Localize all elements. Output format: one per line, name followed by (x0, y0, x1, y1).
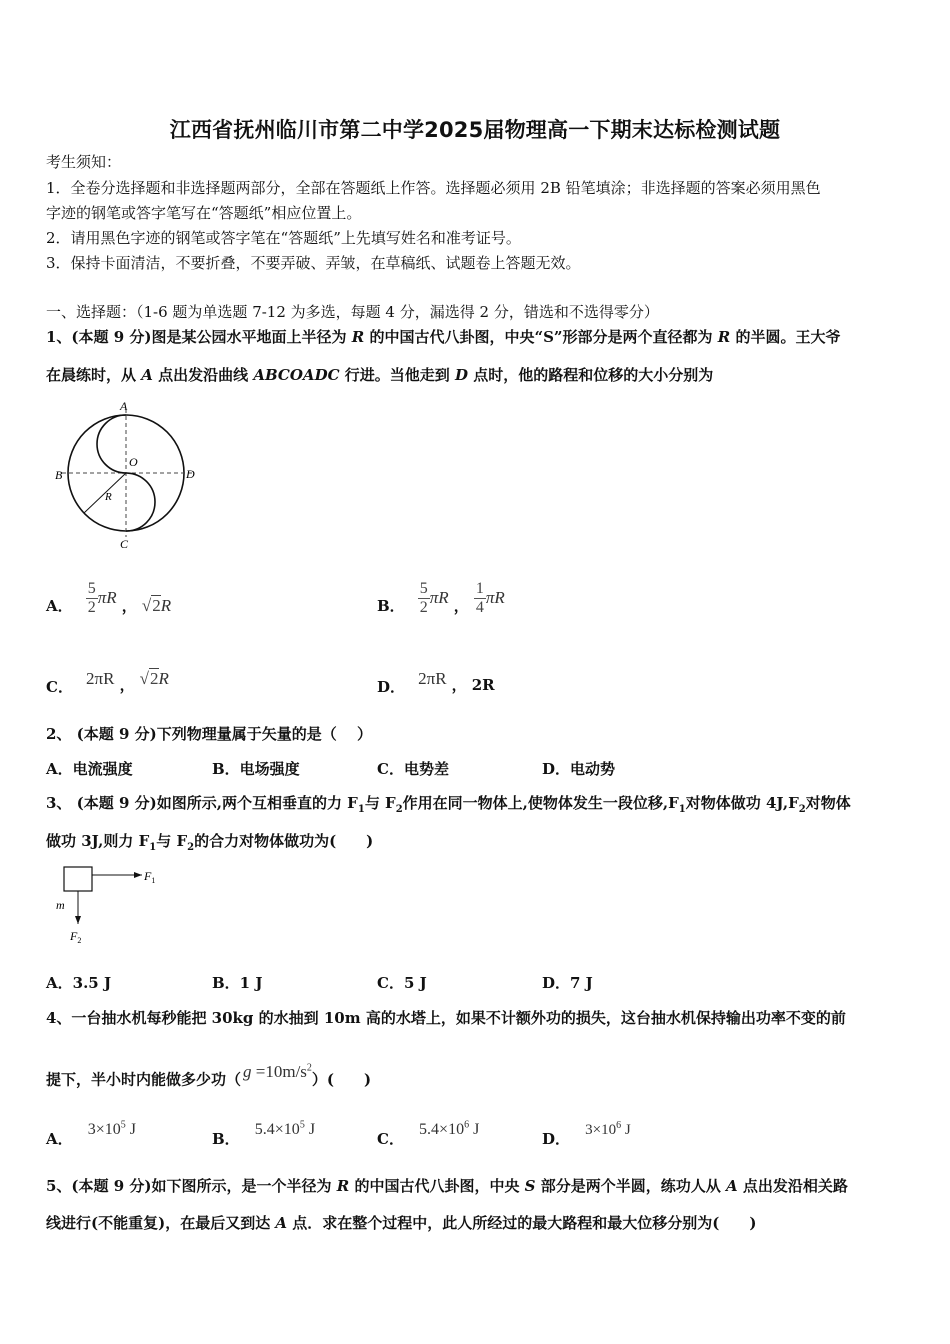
q5-text-d: 点出发沿相关路 (737, 1177, 848, 1195)
label-f1-letter: F (144, 869, 152, 883)
q5-var-a-2: A (275, 1214, 288, 1232)
q3-sub-1b: 1 (678, 804, 686, 815)
q2-option-b[interactable]: B．电场强度 (212, 760, 300, 778)
q1-a-sqrt: √2 (141, 596, 161, 615)
q5-text-b: 的中国古代八卦图，中央 (349, 1177, 525, 1195)
label-f1-sub: 1 (151, 876, 156, 885)
block-m (64, 867, 92, 891)
notice-line-3: 3．保持卡面清洁，不要折叠，不要弄破、弄皱，在草稿纸、试题卷上答题无效。 (46, 254, 581, 272)
label-o: O (129, 455, 138, 469)
notice-heading: 考生须知： (46, 153, 122, 171)
q1-b-comma: ， (453, 597, 469, 615)
q1-line-1 (46, 327, 840, 347)
notice-line-2: 2．请用黑色字迹的钢笔或答字笔在“答题纸”上先填写姓名和准考证号。 (46, 229, 521, 247)
q2-option-c[interactable]: C．电势差 (377, 760, 449, 778)
q3-text-c: 作用在同一物体上,使物体发生一段位移,F (402, 794, 679, 812)
q5-var-s: S (524, 1177, 536, 1195)
q3-text-d: 对物体做功 4J,F (685, 794, 799, 812)
sqrt-radicand: 2 (152, 596, 161, 615)
q4-b-mantissa: 5.4×10 (254, 1121, 300, 1138)
frac-num: 5 (87, 580, 96, 597)
q3-option-a[interactable]: A．3.5 J (46, 974, 112, 992)
q3-option-b[interactable]: B．1 J (212, 974, 263, 992)
q3-line-1 (46, 793, 851, 820)
q4-g-exp: 2 (306, 1062, 312, 1073)
arrowhead-icon (75, 916, 81, 924)
label-f2-letter: F (70, 929, 78, 943)
q4-option-c-label: C． (377, 1130, 404, 1148)
label-d: D (186, 467, 195, 481)
notice-line-1b: 字迹的钢笔或答字笔写在“答题纸”相应位置上。 (46, 204, 362, 222)
q3-text-b: 与 F (364, 794, 396, 812)
page-title: 江西省抚州临川市第二中学2025届物理高一下期末达标检测试题 (169, 118, 781, 142)
q4-a-exp: 5 (120, 1119, 126, 1131)
section-heading: 一、选择题：（1-6 题为单选题 7-12 为多选，每题 4 分，漏选得 2 分，错选和不选得零分） (46, 303, 659, 321)
q4-a-mantissa: 3×10 (87, 1121, 121, 1138)
q5-var-a: A (725, 1177, 738, 1195)
label-r: R (105, 491, 112, 503)
q1-b-fraction-2 (474, 580, 486, 617)
q3-option-d[interactable]: D．7 J (542, 974, 593, 992)
q1-b-fraction-1 (418, 580, 430, 617)
q1-var-a: A (141, 366, 153, 384)
arrowhead-icon (134, 872, 142, 878)
q4-line-1: 4、一台抽水机每秒能把 30kg 的水抽到 10m 高的水塔上，如果不计额外功的损失，这台抽水机保持输出功率不变的前 (46, 1009, 846, 1027)
q1-d-2r: 2R (471, 676, 495, 694)
notice-line-1a: 1．全卷分选择题和非选择题两部分，全部在答题纸上作答。选择题必须用 2B 铅笔填涂；非选择题的答案必须用黑色 (46, 179, 821, 197)
q1-d-2pir: 2πR (418, 669, 447, 688)
q4-g-eq: =10m/s (255, 1061, 307, 1081)
q4-option-a[interactable] (46, 1118, 136, 1148)
q3-line-2 (46, 831, 373, 858)
q1-option-d[interactable] (377, 668, 495, 696)
q3-text-g: 与 F (156, 832, 188, 850)
q4-c-unit: J (469, 1121, 480, 1138)
q4-line-2 (46, 1061, 372, 1090)
q3-sub-2b: 2 (798, 804, 806, 815)
q4-a-value (88, 1121, 136, 1138)
q4-a-unit: J (125, 1121, 136, 1138)
q4-b-value (255, 1121, 315, 1138)
q1-line-2 (46, 365, 713, 385)
q1-text-f: 行进。当他走到 (339, 366, 455, 384)
q1-var-r-2: R (717, 328, 731, 346)
label-m: m (56, 898, 65, 912)
q4-option-b[interactable] (212, 1118, 316, 1148)
q3-force-figure (50, 862, 170, 948)
q4-d-mantissa: 3×10 (585, 1122, 617, 1138)
label-c: C (120, 537, 129, 551)
q1-option-a-label: A． (46, 597, 73, 615)
q1-var-d: D (454, 366, 468, 384)
q4-d-value (585, 1122, 631, 1138)
sqrt-radicand: 2 (150, 669, 159, 688)
q4-c-exp: 6 (464, 1119, 470, 1131)
q4-option-b-label: B． (212, 1130, 240, 1148)
q1-c-2pir: 2πR (86, 669, 115, 688)
q3-text-e: 对物体 (805, 794, 851, 812)
q5-text-c: 部分是两个半圆，练功人从 (535, 1177, 726, 1195)
q4-b-exp: 5 (299, 1119, 305, 1131)
label-f2 (69, 929, 81, 945)
q4-g: g (243, 1061, 252, 1081)
q5-line-2 (46, 1213, 756, 1233)
q4-text-a: 提下，半小时内能做多少功（ (46, 1070, 242, 1089)
q5-line-1 (46, 1176, 848, 1196)
q1-text-b: 的中国古代八卦图，中央“S”形部分是两个直径都为 (364, 328, 718, 346)
q1-option-b-label: B． (377, 597, 405, 615)
q1-a-pir: πR (97, 588, 117, 607)
q1-c-r: R (158, 669, 169, 688)
q4-d-unit: J (621, 1122, 631, 1138)
q4-text-b: ）( ) (311, 1070, 372, 1089)
q2-option-a[interactable]: A．电流强度 (46, 760, 133, 778)
q1-a-comma: ， (121, 597, 137, 615)
label-a: A (120, 399, 128, 413)
q1-b-pir-2: πR (485, 588, 505, 607)
q1-c-comma: ， (119, 676, 135, 694)
q1-var-r: R (351, 328, 365, 346)
q3-text-h: 的合力对物体做功为( ) (194, 832, 374, 850)
frac-den: 4 (475, 599, 484, 616)
q4-option-d[interactable] (542, 1118, 631, 1148)
label-b: B (55, 468, 63, 482)
label-f2-sub: 2 (77, 936, 82, 945)
q4-c-mantissa: 5.4×10 (419, 1121, 465, 1138)
q3-text-a: 3、 (本题 9 分)如图所示,两个互相垂直的力 F (46, 794, 358, 812)
q3-sub-1: 1 (357, 804, 365, 815)
q3-sub-2: 2 (395, 804, 403, 815)
q4-c-value (419, 1121, 479, 1138)
q1-text-e: 点出发沿曲线 (152, 366, 254, 384)
q1-bagua-figure (52, 395, 202, 555)
frac-num: 5 (419, 580, 428, 597)
q1-option-c[interactable] (46, 668, 169, 696)
q1-a-fraction (86, 580, 98, 617)
q4-option-a-label: A． (46, 1130, 73, 1148)
q3-sub-1c: 1 (149, 842, 157, 853)
q3-sub-2c: 2 (187, 842, 195, 853)
q1-text-c: 的半圆。王大爷 (730, 328, 841, 346)
q2-option-d[interactable]: D．电动势 (542, 760, 616, 778)
q1-option-d-label: D． (377, 678, 406, 696)
q5-text-e: 线进行(不能重复)，在最后又到达 (46, 1214, 276, 1232)
q4-g-formula (243, 1062, 312, 1081)
q1-d-comma: ， (451, 676, 467, 694)
q5-text-f: 点．求在整个过程中，此人所经过的最大路程和最大位移分别为( ) (287, 1214, 757, 1232)
frac-den: 2 (87, 599, 96, 616)
q4-option-c[interactable] (377, 1118, 480, 1148)
label-f1 (143, 869, 155, 885)
q4-b-unit: J (304, 1121, 316, 1138)
q1-text-g: 点时，他的路程和位移的大小分别为 (467, 366, 714, 384)
q4-option-d-label: D． (542, 1130, 571, 1148)
frac-num: 1 (475, 580, 484, 597)
q2-stem: 2、 (本题 9 分)下列物理量属于矢量的是（ ） (46, 725, 372, 743)
q1-option-a[interactable] (46, 580, 171, 617)
q1-b-pir-1: πR (429, 588, 449, 607)
q5-text-a: 5、(本题 9 分)如下图所示，是一个半径为 (46, 1177, 337, 1195)
q1-option-b[interactable] (377, 580, 505, 617)
q1-a-r: R (160, 596, 172, 615)
frac-den: 2 (419, 599, 428, 616)
q3-option-c[interactable]: C．5 J (377, 974, 427, 992)
q1-path: ABCOADC (253, 366, 340, 384)
q3-text-f: 做功 3J,则力 F (46, 832, 150, 850)
q1-text-a: 1、(本题 9 分)图是某公园水平地面上半径为 (46, 328, 352, 346)
q5-var-r: R (336, 1177, 350, 1195)
q4-d-exp: 6 (616, 1120, 622, 1131)
q1-c-sqrt: √2 (139, 669, 159, 688)
q1-option-c-label: C． (46, 678, 73, 696)
q1-text-d: 在晨练时，从 (46, 366, 142, 384)
